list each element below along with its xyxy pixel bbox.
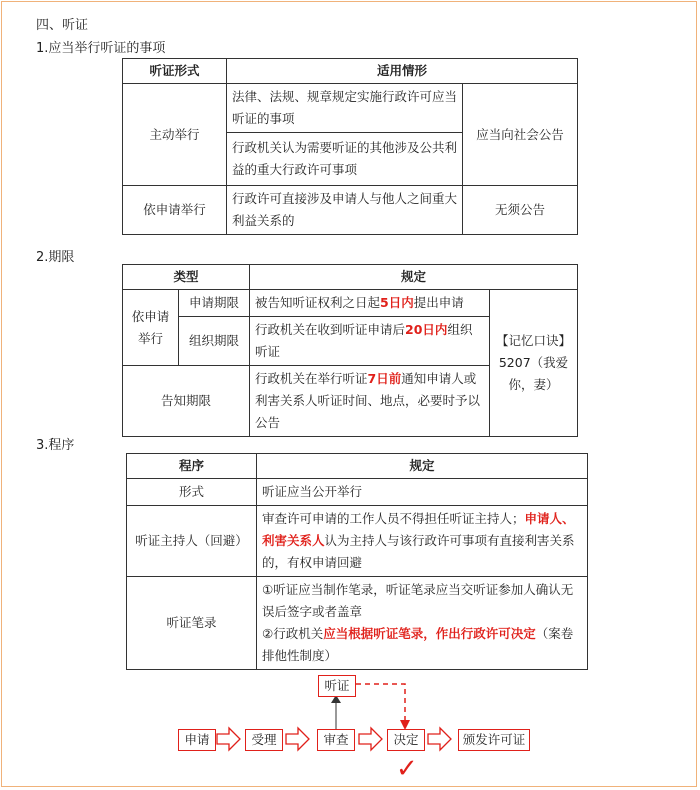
section3-heading: 3.程序 [36,438,75,453]
col-header-case: 适用情形 [227,59,578,84]
record-rule-1: ①听证应当制作笔录，听证笔录应当交听证参加人确认无误后签字或者盖章 [262,582,574,619]
col-header-proc: 程序 [127,454,257,479]
active-case-1: 法律、法规、规章规定实施行政许可应当听证的事项 [227,84,463,133]
apply-case: 行政许可直接涉及申请人与他人之间重大利益关系的 [227,186,463,235]
apply-period-rule: 被告知听证权利之日起5日内提出申请 [250,290,490,317]
notice-period-rule: 行政机关在举行听证7日前通知申请人或利害关系人听证时间、地点，必要时予以公告 [250,366,490,437]
record-rule-highlight: 应当根据听证笔录，作出行政许可决定 [323,626,536,641]
flow-box-decide: 决定 [387,729,425,751]
apply-group-cell: 依申请举行 [123,290,179,366]
form-rule: 听证应当公开举行 [257,479,588,506]
apply-form-cell: 依申请举行 [123,186,227,235]
org-period-highlight: 20日内 [405,322,448,337]
org-period-rule: 行政机关在收到听证申请后20日内组织听证 [250,317,490,366]
flow-box-review: 审查 [317,729,355,751]
flow-arrow-1 [217,728,240,750]
checkmark-icon: ✓ [396,754,418,784]
notice-period-highlight: 7日前 [367,371,402,386]
flow-box-hearing: 听证 [318,675,356,697]
flow-arrow-2 [286,728,309,750]
flow-box-apply: 申请 [178,729,216,751]
dashed-connector [356,684,405,722]
section2-heading: 2.期限 [36,250,75,265]
flow-box-accept: 受理 [245,729,283,751]
record-rule-2: ②行政机关应当根据听证笔录，作出行政许可决定（案卷排他性制度） [262,626,574,663]
active-case-2: 行政机关认为需要听证的其他涉及公共利益的重大行政许可事项 [227,133,463,186]
apply-period-cell: 申请期限 [179,290,250,317]
flow-box-issue: 颁发许可证 [458,729,530,751]
apply-period-highlight: 5日内 [380,295,414,310]
host-cell: 听证主持人（回避） [127,506,257,577]
record-cell: 听证笔录 [127,577,257,670]
apply-note-cell: 无须公告 [463,186,578,235]
col-header-rule3: 规定 [257,454,588,479]
section1-heading: 1.应当举行听证的事项 [36,41,166,56]
col-header-form: 听证形式 [123,59,227,84]
active-form-cell: 主动举行 [123,84,227,186]
flow-arrow-3 [359,728,382,750]
flow-arrow-4 [428,728,451,750]
active-note-cell: 应当向社会公告 [463,84,578,186]
host-rule: 审查许可申请的工作人员不得担任听证主持人；申请人、利害关系人认为主持人与该行政许可事项有直接利害关系的，有权申请回避 [257,506,588,577]
notice-period-cell: 告知期限 [123,366,250,437]
host-rule-highlight: 申请人、利害关系人 [262,511,575,548]
col-header-type: 类型 [123,265,250,290]
form-cell: 形式 [127,479,257,506]
org-period-cell: 组织期限 [179,317,250,366]
section-title: 四、听证 [36,18,89,33]
col-header-rule: 规定 [250,265,578,290]
mnemonic-cell: 【记忆口诀】5207（我爱你，妻） [490,290,578,437]
